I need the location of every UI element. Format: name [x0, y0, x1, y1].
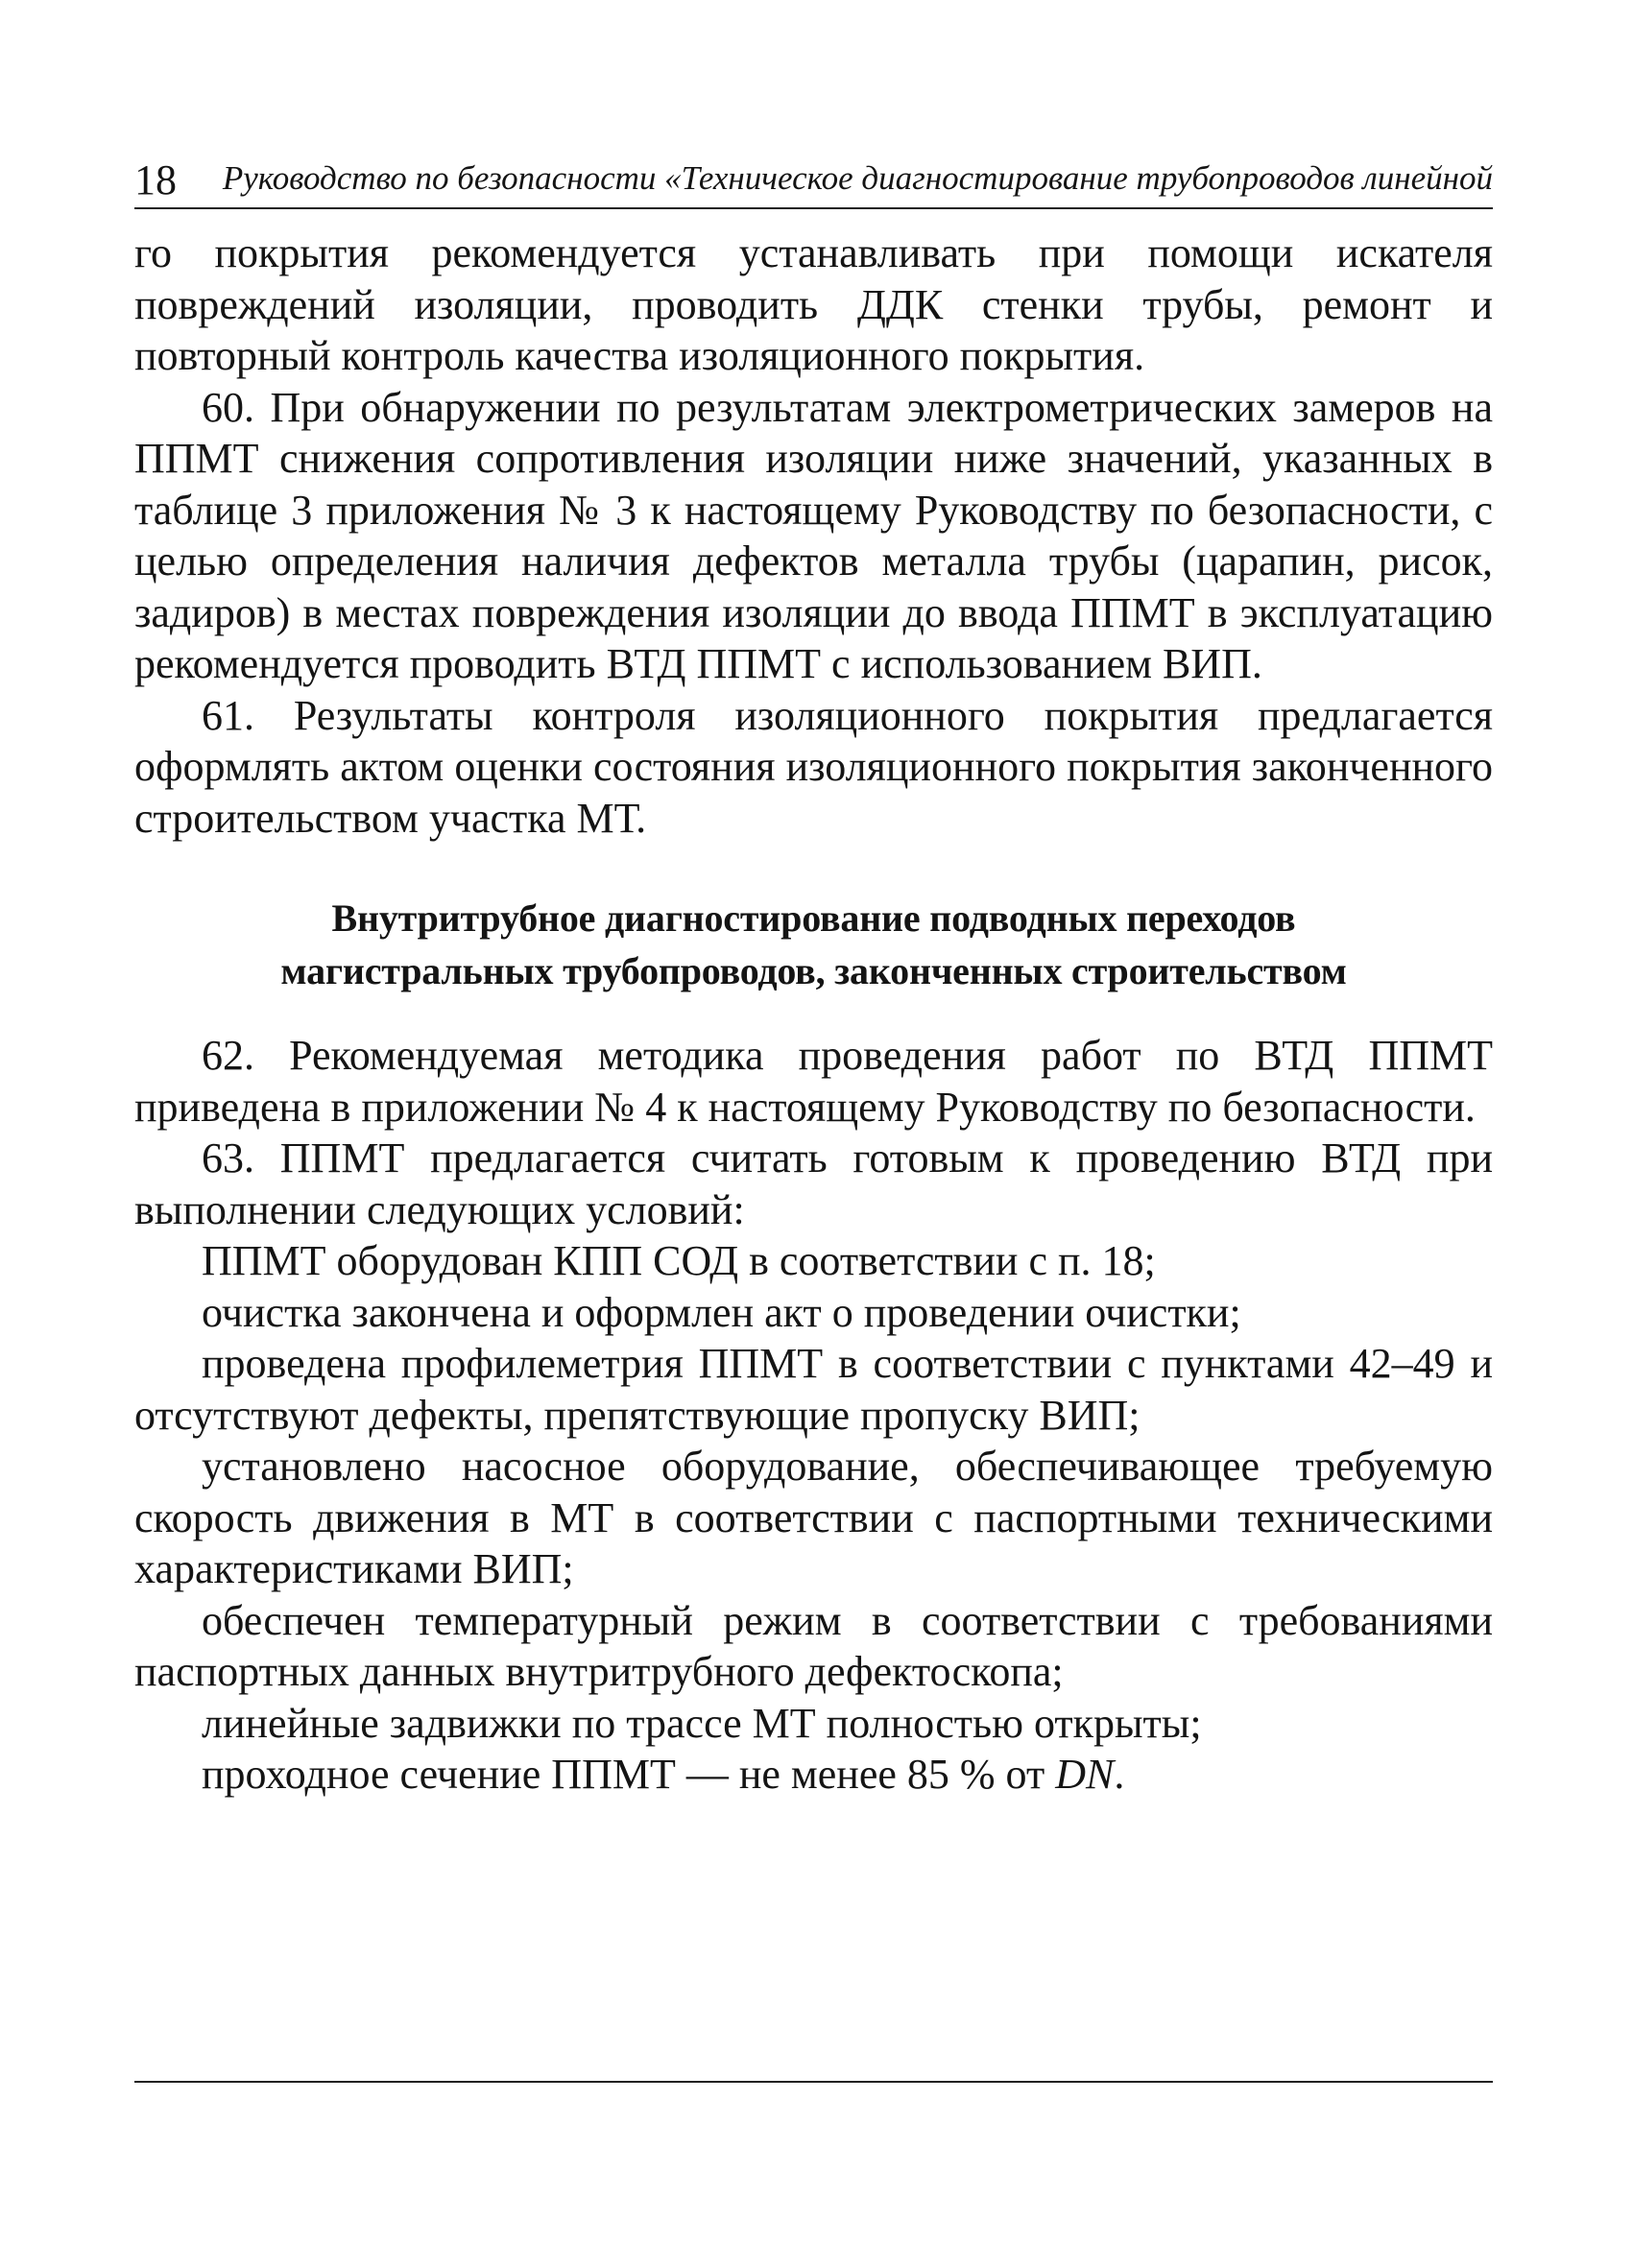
condition-item: обеспечен температурный режим в соответствии с требованиями паспортных данных внутритрубного дефектоскопа; [134, 1596, 1493, 1695]
running-header [134, 144, 1493, 209]
running-title: Руководство по безопасности «Техническое диагностирование трубопроводов линейной [222, 159, 1493, 197]
section-heading-line-1: Внутритрубное диагностирование подводных переходов [331, 896, 1296, 940]
section-heading [134, 892, 1493, 997]
condition-item: установлено насосное оборудование, обеспечивающее требуемую скорость движения в МТ в соответствии с паспортными техническими характеристиками ВИП; [134, 1443, 1493, 1592]
condition-end: . [1114, 1751, 1125, 1798]
condition-item: проведена профилеметрия ППМТ в соответствии с пунктами 42–49 и отсутствуют дефекты, препятствующие пропуску ВИП; [134, 1340, 1493, 1439]
paragraph-62: 62. Рекомендуемая методика проведения работ по ВТД ППМТ приведена в приложении № 4 к настоящему Руководству по безопасности. [134, 1032, 1493, 1131]
section-heading-line-2: магистральных трубопроводов, законченных строительством [280, 949, 1347, 992]
condition-item: линейные задвижки по трассе МТ полностью открыты; [202, 1699, 1202, 1747]
paragraph-61: 61. Результаты контроля изоляционного покрытия предлагается оформлять актом оценки состояния изоляционного покрытия законченного строительством участка МТ. [134, 691, 1493, 842]
paragraph-60: 60. При обнаружении по результатам электрометрических замеров на ППМТ снижения сопротивления изоляции ниже значений, указанных в таблице 3 приложения № 3 к настоящему Руководству по безопасности, с целью определения наличия дефектов металла трубы (царапин, рисок, задиров) в местах повреждения изоляции до ввода ППМТ в эксплуатацию рекомендуется проводить ВТД ППМТ с использованием ВИП. [134, 383, 1493, 687]
paragraph-continuation: го покрытия рекомендуется устанавливать при помощи искателя повреждений изоляции, проводить ДДК стенки трубы, ремонт и повторный контроль качества изоляционного покрытия. [134, 229, 1493, 379]
footer-rule [134, 2081, 1493, 2083]
dn-symbol: DN [1055, 1751, 1115, 1798]
body-text [134, 227, 1493, 1801]
condition-item-last [134, 1749, 1493, 1801]
condition-item: ППМТ оборудован КПП СОД в соответствии с п. 18; [202, 1237, 1156, 1284]
document-page [134, 144, 1493, 2160]
condition-item: очистка закончена и оформлен акт о проведении очистки; [202, 1288, 1241, 1336]
condition-text: проходное сечение ППМТ — не менее 85 % от [202, 1751, 1056, 1798]
page-number: 18 [134, 156, 177, 203]
paragraph-63: 63. ППМТ предлагается считать готовым к проведению ВТД при выполнении следующих условий: [134, 1134, 1493, 1233]
